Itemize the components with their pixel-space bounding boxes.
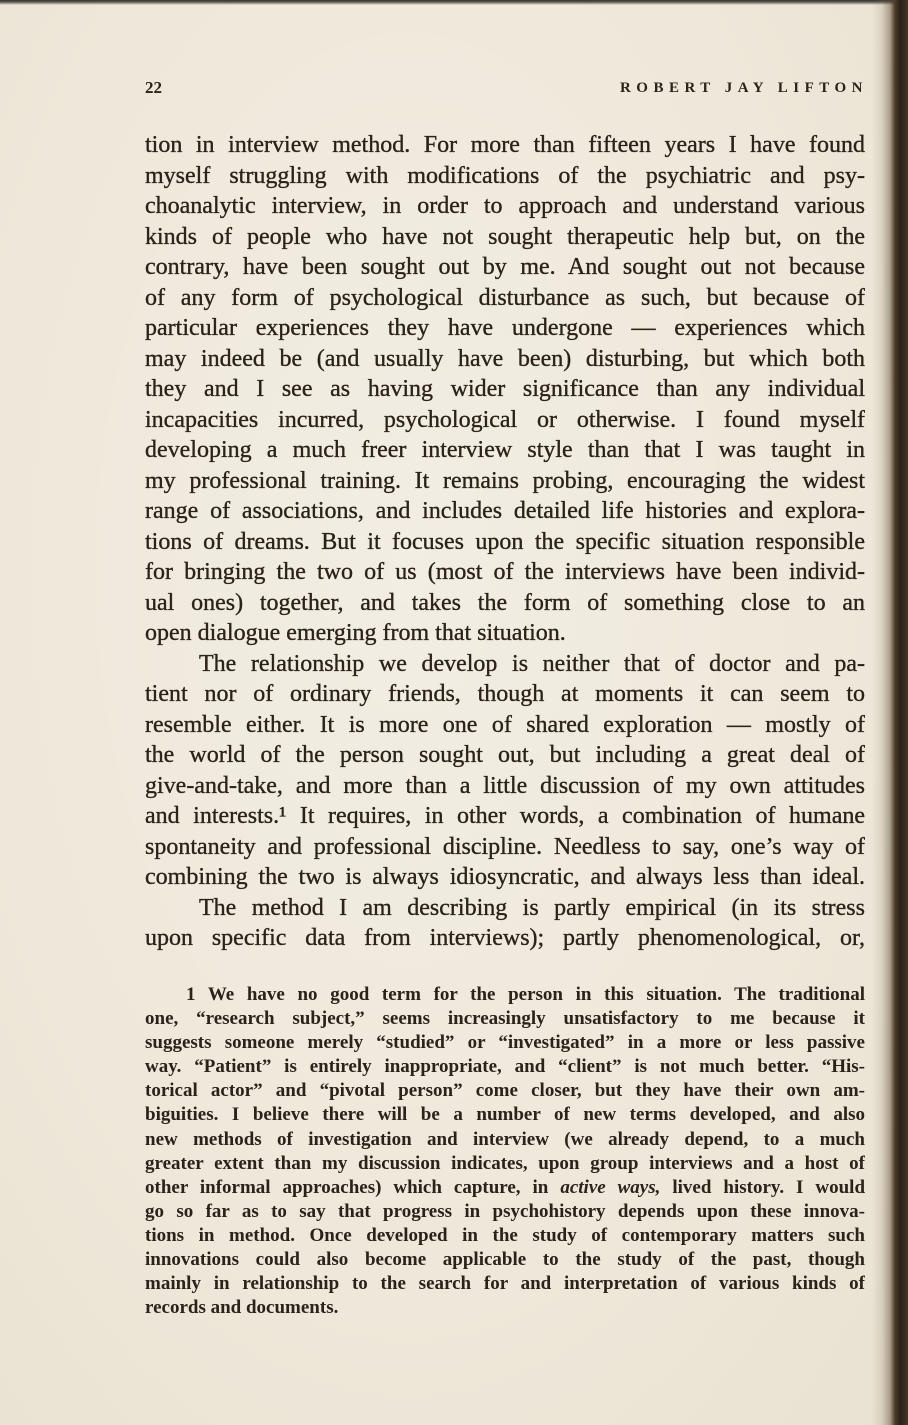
- footnote-line-text: lived history. I would: [672, 1176, 865, 1198]
- text-line: The method I am describing is partly empirical (in its stress: [199, 894, 865, 921]
- text-line: contrary, have been sought out by me. And sought out not because: [145, 254, 865, 280]
- text-line: they and I see as having wider significance than any individual: [145, 376, 865, 402]
- paragraph: [145, 893, 865, 954]
- page-number: 22: [145, 78, 162, 97]
- footnote-line-text: other informal approaches) which capture, in: [145, 1176, 549, 1198]
- text-line: may indeed be (and usually have been) disturbing, but which both: [145, 345, 865, 372]
- text-line: upon specific data from interviews); partly phenomenological, or,: [145, 925, 865, 951]
- paragraph: [145, 130, 865, 649]
- footnote: [145, 983, 865, 1320]
- text-line: developing a much freer interview style than that I was taught in: [145, 437, 865, 463]
- text-line: of any form of psychological disturbance as such, but because of: [145, 284, 865, 311]
- footnote-line: innovations could also become applicable to the study of the past, though: [145, 1249, 865, 1271]
- text-line: my professional training. It remains probing, encouraging the widest: [145, 467, 865, 494]
- footnote-line: suggests someone merely “studied” or “investigated” in a more or less passive: [145, 1032, 865, 1054]
- text-line: tion in interview method. For more than fifteen years I have found: [145, 132, 865, 158]
- footnote-line: greater extent than my discussion indicates, upon group interviews and a host of: [145, 1152, 865, 1174]
- footnote-line: new methods of investigation and interview (we already depend, to a much: [145, 1128, 865, 1150]
- footnote-line-text: We have no good term for the person in this situation. The traditional: [207, 984, 865, 1005]
- footnote-marker: 1: [186, 984, 196, 1005]
- text-line: resemble either. It is more one of shared exploration — mostly of: [145, 711, 865, 738]
- text-line: myself struggling with modifications of the psychiatric and psy-: [145, 162, 865, 189]
- running-head: [145, 78, 868, 98]
- text-line: combining the two is always idiosyncratic, and always less than ideal.: [145, 864, 865, 890]
- binding-gutter-shadow: [872, 0, 908, 1425]
- text-line: and interests.¹ It requires, in other words, a combination of humane: [145, 803, 865, 829]
- footnote-line: tions in method. Once developed in the study of contemporary matters such: [145, 1224, 865, 1246]
- footnote-line: torical actor” and “pivotal person” come closer, but they have their own am-: [145, 1080, 865, 1102]
- text-line: range of associations, and includes detailed life histories and explora-: [145, 498, 865, 524]
- footnote-line: one, “research subject,” seems increasingly unsatisfactory to me because it: [145, 1008, 865, 1030]
- footnote-line: biguities. I believe there will be a number of new terms developed, and also: [145, 1104, 865, 1126]
- footnote-line: [145, 983, 865, 1007]
- text-line: particular experiences they have undergone — experiences which: [145, 315, 865, 341]
- paragraph: [145, 649, 865, 893]
- text-line: incapacities incurred, psychological or otherwise. I found myself: [145, 406, 865, 433]
- text-line: open dialogue emerging from that situation.: [145, 620, 566, 646]
- text-line: ual ones) together, and takes the form of something close to an: [145, 589, 865, 616]
- footnote-italic-phrase: active ways,: [560, 1176, 661, 1198]
- footnote-line: go so far as to say that progress in psychohistory depends upon these innova-: [145, 1200, 865, 1222]
- footnote-line: records and documents.: [145, 1297, 339, 1319]
- text-line: spontaneity and professional discipline. Needless to say, one’s way of: [145, 833, 865, 860]
- text-line: kinds of people who have not sought therapeutic help but, on the: [145, 223, 865, 250]
- footnote-line: [145, 1176, 865, 1200]
- text-line: for bringing the two of us (most of the interviews have been individ-: [145, 559, 865, 585]
- footnote-line: way. “Patient” is entirely inappropriate, and “client” is not much better. “His-: [145, 1056, 865, 1078]
- text-line: the world of the person sought out, but including a great deal of: [145, 742, 865, 768]
- scan-top-edge: [0, 0, 908, 5]
- text-line: tions of dreams. But it focuses upon the specific situation responsible: [145, 528, 865, 555]
- text-line: tient nor of ordinary friends, though at moments it can seem to: [145, 681, 865, 707]
- text-line: give-and-take, and more than a little discussion of my own attitudes: [145, 772, 865, 799]
- text-line: choanalytic interview, in order to approach and understand various: [145, 193, 865, 219]
- footnote-line: mainly in relationship to the search for and interpretation of various kinds of: [145, 1273, 865, 1295]
- body-text: [145, 130, 865, 954]
- text-line: The relationship we develop is neither that of doctor and pa-: [199, 650, 865, 677]
- running-head-author: ROBERT JAY LIFTON: [619, 80, 868, 96]
